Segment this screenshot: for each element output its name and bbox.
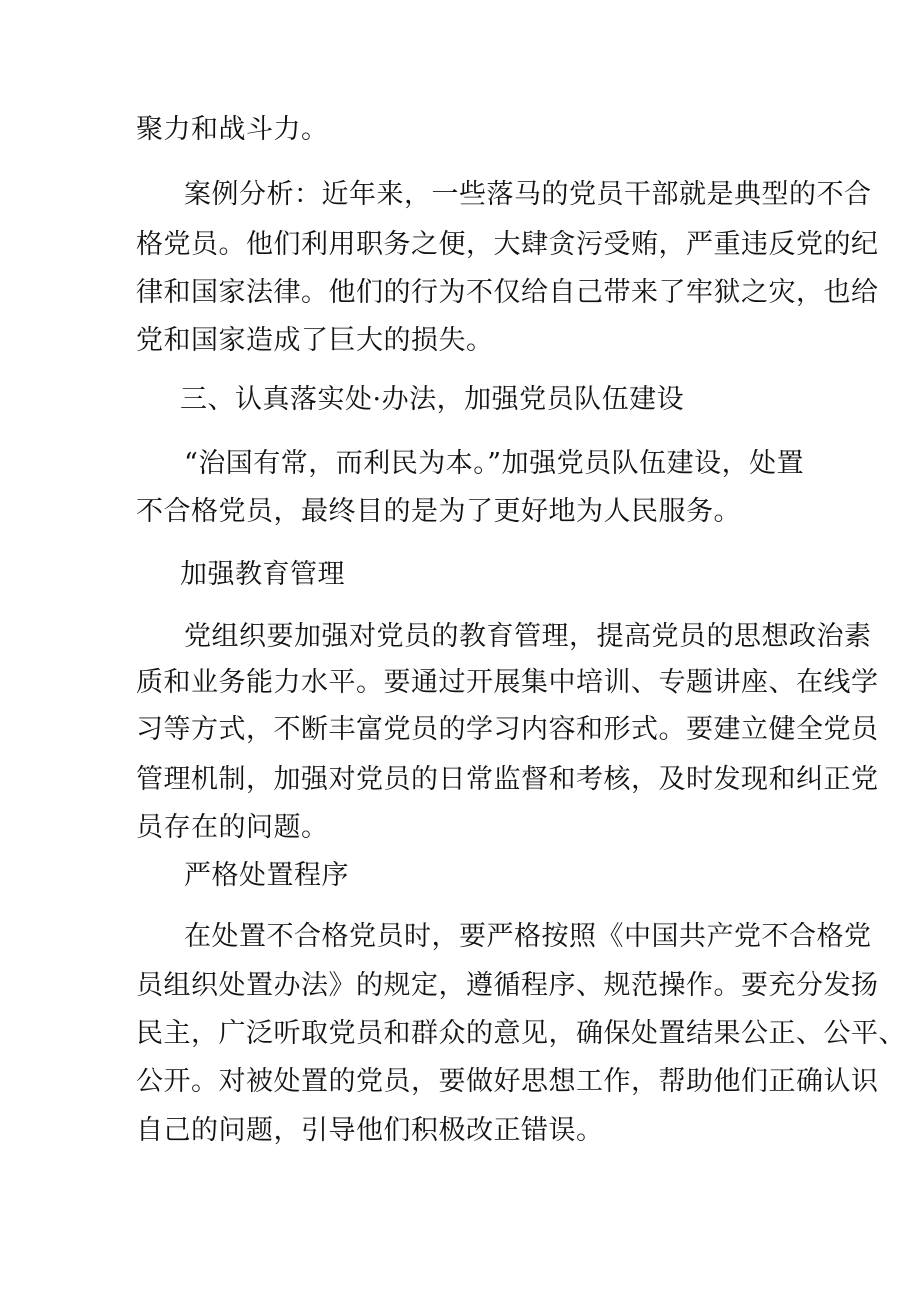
text-line: 质和业务能力水平。要通过开展集中培训、专题讲座、在线学 [136,667,879,698]
text-line: 律和国家法律。他们的行为不仅给自己带来了牢狱之灾，也给 [136,277,879,308]
text-line: 员存在的问题。 [136,812,329,843]
subheading: 严格处置程序 [184,860,349,891]
text-line: 党组织要加强对党员的教育管理，提高党员的思想政治素 [184,621,872,652]
text-line: 自己的问题，引导他们积极改正错误。 [136,1115,604,1146]
text-line: 公开。对被处置的党员，要做好思想工作，帮助他们正确认识 [136,1066,879,1097]
text-line: 案例分析：近年来，一些落马的党员干部就是典型的不合 [184,179,872,210]
text-line: 管理机制，加强对党员的日常监督和考核，及时发现和纠正党 [136,764,879,795]
text-line: 格党员。他们利用职务之便，大肆贪污受贿，严重违反党的纪 [136,229,879,260]
text-line: 不合格党员，最终目的是为了更好地为人民服务。 [136,496,741,527]
text-line: 聚力和战斗力。 [136,114,329,145]
text-line: 员组织处置办法》的规定，遵循程序、规范操作。要充分发扬 [136,970,879,1001]
text-line: 习等方式，不断丰富党员的学习内容和形式。要建立健全党员 [136,714,879,745]
subheading: 加强教育管理 [180,559,345,590]
text-line: “治国有常，而利民为本。”加强党员队伍建设，处置 [184,448,805,479]
text-line: 在处置不合格党员时，要严格按照《中国共产党不合格党 [184,921,872,952]
text-line: 民主，广泛听取党员和群众的意见，确保处置结果公正、公平、 [136,1018,906,1049]
section-heading: 三、认真落实处·办法，加强党员队伍建设 [180,384,685,415]
text-line: 党和国家造成了巨大的损失。 [136,325,494,356]
